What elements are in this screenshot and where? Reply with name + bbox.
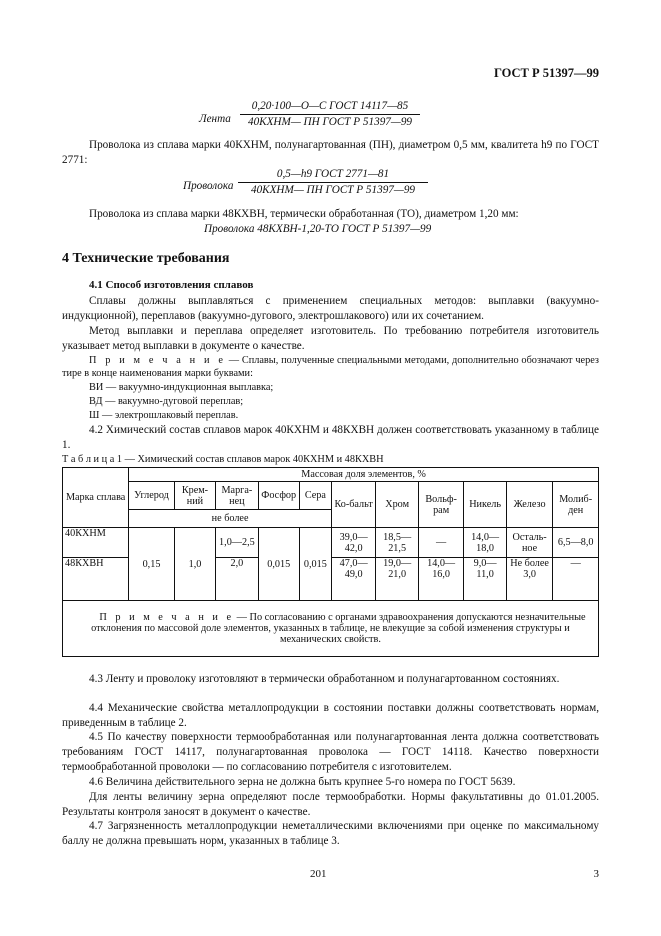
wire1-numerator: 0,5—h9 ГОСТ 2771—81 (276, 168, 390, 180)
cell-chromium: 19,0—21,0 (376, 558, 418, 601)
cell-grade: 48КХВН (63, 558, 129, 601)
table-note-label: П р и м е ч а н и е (99, 612, 235, 623)
header-molybdenum: Молиб-ден (553, 482, 599, 528)
wire2-text: Проволока из сплава марки 48КХВН, термически обработанная (ТО), диаметром 1,20 мм: (89, 208, 519, 220)
paragraph-method-choice: Метод выплавки и переплава определяет изготовитель. По требованию потребителя изготовитель указывает метод выплавки в документе о качестве. (62, 325, 599, 352)
cell-tungsten: — (418, 528, 464, 558)
paragraph-4-6: 4.6 Величина действительного зерна не должна быть крупнее 5-го номера по ГОСТ 5639. (89, 776, 516, 788)
lenta-designation (240, 100, 420, 128)
page-number-right: 3 (593, 868, 599, 880)
fraction-bar (238, 182, 428, 183)
cell-phosphorus: 0,015 (258, 528, 299, 601)
paragraph-4-4: 4.4 Механические свойства металлопродукции в состоянии поставки должны соответствовать нормам, приведенным в таблице 2. (62, 702, 599, 729)
header-cobalt: Ко-бальт (331, 482, 376, 528)
cell-manganese: 1,0—2,5 (216, 528, 258, 558)
cell-molybdenum: 6,5—8,0 (553, 528, 599, 558)
cell-cobalt: 39,0—42,0 (331, 528, 376, 558)
cell-chromium: 18,5—21,5 (376, 528, 418, 558)
section-title: 4 Технические требования (62, 251, 230, 266)
header-silicon: Крем-ний (174, 482, 215, 510)
cell-nickel: 14,0—18,0 (464, 528, 506, 558)
note-item: Ш — электрошлаковый переплав. (89, 410, 239, 421)
note-text: — Сплавы, полученные специальными методами, дополнительно обозначают через тире в конце наименования марки буквами: (62, 355, 599, 379)
header-carbon: Углерод (129, 482, 175, 510)
paragraph-4-5: 4.5 По качеству поверхности термообработанная или полунагартованная лента должна соответствовать требованиям ГОСТ 14117, полунагартованная проволока — ГОСТ 14118. Качество поверхности термообработанной проволоки — по согласованию потребителя с изготовителем. (62, 731, 599, 773)
paragraph-4-3: 4.3 Ленту и проволоку изготовляют в термически обработанном и полунагартованном состояниях. (89, 673, 560, 685)
page-number-center: 201 (310, 868, 327, 880)
paragraph-4-6-grain: Для ленты величину зерна определяют после термообработки. Нормы факультативны до 01.01.2005. Результаты контроля заносят в документ о качестве. (62, 791, 599, 818)
header-grade: Марка сплава (63, 468, 129, 528)
note-methods (62, 354, 599, 380)
header-limit: не более (129, 510, 332, 528)
wire1-designation (238, 168, 428, 196)
chemical-composition-table (62, 467, 599, 657)
note-item: ВИ — вакуумно-индукционная выплавка; (89, 382, 274, 393)
cell-iron: Осталь-ное (506, 528, 553, 558)
cell-sulfur: 0,015 (299, 528, 331, 601)
header-tungsten: Вольф-рам (418, 482, 464, 528)
fraction-bar (240, 114, 420, 115)
header-nickel: Никель (464, 482, 506, 528)
cell-manganese: 2,0 (216, 558, 258, 601)
lenta-denominator: 40КХНМ— ПН ГОСТ Р 51397—99 (247, 116, 413, 128)
document-id: ГОСТ Р 51397—99 (493, 66, 599, 80)
header-mass-fraction: Массовая доля элементов, % (129, 468, 599, 482)
paragraph-4-7: 4.7 Загрязненность металлопродукции неметаллическими включениями при оценке по максимальному баллу не должна превышать норм, указанных в таблице 3. (62, 820, 599, 847)
cell-carbon: 0,15 (129, 528, 175, 601)
cell-iron: Не более 3,0 (506, 558, 553, 601)
cell-tungsten: 14,0—16,0 (418, 558, 464, 601)
table-caption: Т а б л и ц а 1 — Химический состав сплавов марок 40КХНМ и 48КХВН (62, 454, 384, 465)
wire2-designation: Проволока 48КХВН-1,20-ТО ГОСТ Р 51397—99 (204, 223, 432, 235)
header-manganese: Марга-нец (216, 482, 258, 510)
header-chromium: Хром (376, 482, 418, 528)
header-phosphorus: Фосфор (258, 482, 299, 510)
cell-silicon: 1,0 (174, 528, 215, 601)
paragraph-methods: Сплавы должны выплавляться с применением специальных методов: выплавки (вакуумно-индукционной), переплавов (вакуумно-дугового, электрошлакового) или их сочетанием. (62, 295, 599, 322)
header-iron: Железо (506, 482, 553, 528)
note-label: П р и м е ч а н и е (89, 355, 226, 366)
table-note (63, 601, 599, 657)
table-note-text: — По согласованию с органами здравоохранения допускаются незначительные отклонения по массовой доле элементов, указанных в таблице, не влекущие за собой изменения структуры и механических свойств. (91, 612, 586, 645)
lenta-numerator: 0,20·100—О—С ГОСТ 14117—85 (251, 100, 409, 112)
paragraph-4-2: 4.2 Химический состав сплавов марок 40КХНМ и 48КХВН должен соответствовать указанному в таблице 1. (62, 424, 599, 451)
lenta-label: Лента (199, 113, 231, 125)
header-sulfur: Сера (299, 482, 331, 510)
cell-grade: 40КХНМ (63, 528, 129, 558)
subsection-title: 4.1 Способ изготовления сплавов (89, 279, 254, 291)
cell-cobalt: 47,0—49,0 (331, 558, 376, 601)
wire1-label: Проволока (183, 180, 234, 192)
cell-molybdenum: — (553, 558, 599, 601)
note-item: ВД — вакуумно-дуговой переплав; (89, 396, 244, 407)
wire1-denominator: 40КХНМ— ПН ГОСТ Р 51397—99 (250, 184, 416, 196)
cell-nickel: 9,0—11,0 (464, 558, 506, 601)
wire1-text: Проволока из сплава марки 40КХНМ, полунагартованная (ПН), диаметром 0,5 мм, квалитета h9 по ГОСТ 2771: (62, 139, 599, 166)
